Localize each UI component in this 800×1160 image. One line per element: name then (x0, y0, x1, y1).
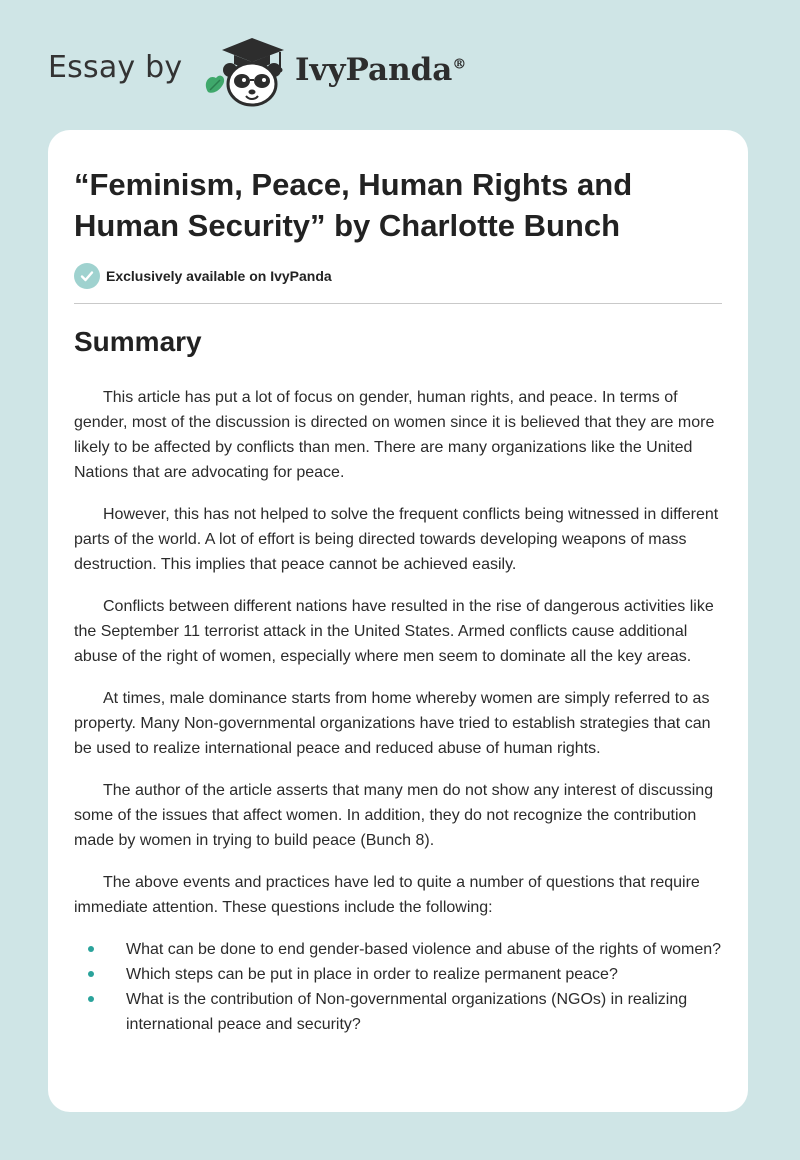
paragraph: The author of the article asserts that many men do not show any interest of discussing some of the issues that affect women. In addition, they do not recognize the contribution made by women in trying to build peace (Bunch 8). (74, 782, 714, 849)
brand-name[interactable]: IvyPanda® (295, 52, 467, 88)
list-item-text: What can be done to end gender-based violence and abuse of the rights of women? (126, 941, 722, 958)
article-body (74, 385, 724, 1037)
list-item (74, 962, 724, 987)
list-item-text: What is the contribution of Non-governmental organizations (NGOs) in realizing international peace and security? (126, 991, 688, 1033)
paragraph: The above events and practices have led to quite a number of questions that require immediate attention. These questions include the following: (74, 874, 700, 916)
list-item (74, 987, 724, 1037)
bullet-icon (88, 971, 94, 977)
paragraph: However, this has not helped to solve the frequent conflicts being witnessed in different parts of the world. A lot of effort is being directed towards developing weapons of mass destruction. This implies that peace cannot be achieved easily. (74, 506, 719, 573)
paragraph: Conflicts between different nations have resulted in the rise of dangerous activities like the September 11 terrorist attack in the United States. Armed conflicts cause additional abuse of the right of women, especially where men seem to dominate all the key areas. (74, 598, 714, 665)
essay-by-label: Essay by (48, 50, 183, 85)
essay-card (48, 130, 748, 1112)
divider (74, 303, 722, 304)
bullet-icon (88, 946, 94, 952)
list-item (74, 937, 724, 962)
essay-title: “Feminism, Peace, Human Rights and Human Security” by Charlotte Bunch (74, 167, 633, 243)
panda-logo-icon[interactable] (200, 32, 296, 110)
badge-label: Exclusively available on IvyPanda (106, 268, 332, 284)
list-item-text: Which steps can be put in place in order to realize permanent peace? (126, 966, 618, 983)
paragraph: This article has put a lot of focus on gender, human rights, and peace. In terms of gender, most of the discussion is directed on women since it is believed that they are more likely to be affected by conflicts than men. There are many organizations like the United Nations that are advocating for peace. (74, 389, 715, 481)
exclusive-badge (74, 262, 332, 290)
section-heading: Summary (74, 326, 202, 357)
question-list (74, 937, 724, 1037)
bullet-icon (88, 996, 94, 1002)
checkmark-icon (74, 263, 100, 289)
site-header (0, 0, 800, 120)
paragraph: At times, male dominance starts from home whereby women are simply referred to as property. Many Non-governmental organizations have tried to establish strategies that can be used to realize international peace and reduced abuse of human rights. (74, 690, 711, 757)
